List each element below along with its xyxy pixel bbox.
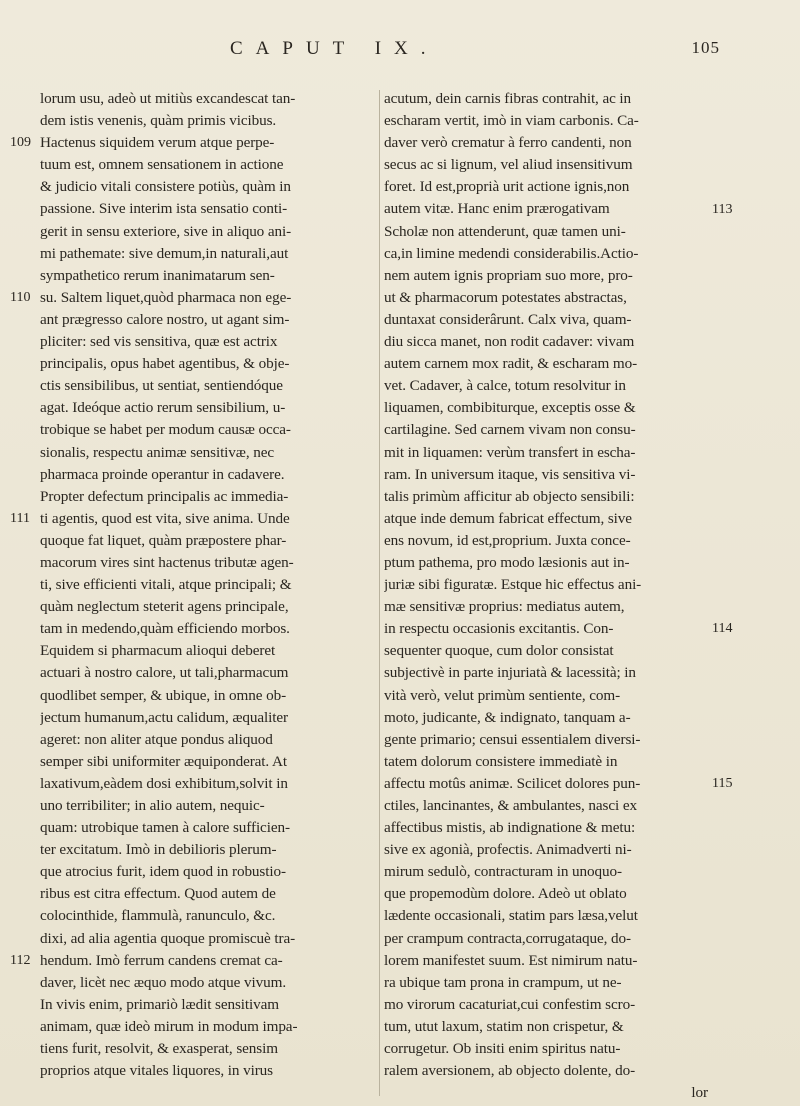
text-line: autem vitæ. Hanc enim prærogativam bbox=[384, 200, 610, 218]
text-line: dem istis venenis, quàm primis vicibus. bbox=[40, 112, 277, 130]
text-line: ctis sensibilibus, ut sentiat, sentiendóque bbox=[40, 377, 283, 395]
text-line: ant prægresso calore nostro, ut agant sim- bbox=[40, 310, 290, 328]
text-line: quoque fat liquet, quàm præpostere phar- bbox=[40, 531, 287, 549]
text-line: daver verò crematur à ferro candenti, non bbox=[384, 134, 632, 152]
text-line: tuum est, omnem sensationem in actione bbox=[40, 156, 284, 174]
text-line: colocinthide, flammulà, ranunculo, &c. bbox=[40, 907, 276, 925]
catchword: lor bbox=[691, 1084, 708, 1102]
text-line: tum, utut laxum, statim non crispetur, & bbox=[384, 1017, 624, 1035]
text-line: talis primùm afficitur ab objecto sensibili: bbox=[384, 487, 635, 505]
text-line: sympathetico rerum inanimatarum sen- bbox=[40, 266, 275, 284]
column-divider bbox=[379, 90, 380, 1096]
section-number: 109 bbox=[10, 135, 31, 151]
running-head bbox=[230, 38, 720, 66]
text-line: Equidem si pharmacum alioqui deberet bbox=[40, 642, 276, 660]
section-number: 113 bbox=[712, 201, 733, 217]
text-line: ra ubique tam prona in crampum, ut ne- bbox=[384, 973, 622, 991]
section-number: 110 bbox=[10, 289, 31, 305]
text-line: ca,in limine medendi considerabilis.Actio- bbox=[384, 244, 639, 262]
text-line: sive ex agonià, profectis. Animadverti ni- bbox=[384, 841, 632, 859]
text-line: que atrocius furit, idem quod in robustio- bbox=[40, 863, 286, 881]
text-line: Hactenus siquidem verum atque perpe- bbox=[40, 134, 275, 152]
text-line: vità verò, velut primùm sentiente, com- bbox=[384, 686, 621, 704]
text-line: sionalis, respectu animæ sensitivæ, nec bbox=[40, 443, 274, 461]
text-line: sequenter quoque, cum dolor consistat bbox=[384, 642, 614, 660]
text-line: tam in medendo,quàm efficiendo morbos. bbox=[40, 620, 290, 638]
text-line: Scholæ non attenderunt, quæ tamen uni- bbox=[384, 222, 626, 240]
text-line: escharam vertit, imò in viam carbonis. Ca- bbox=[384, 112, 639, 130]
text-line: ribus est citra effectum. Quod autem de bbox=[40, 885, 276, 903]
text-line: dixi, ad alia agentia quoque promiscuè tra- bbox=[40, 929, 296, 947]
text-line: tatem dolorum consistere immediatè in bbox=[384, 752, 618, 770]
text-line: hendum. Imò ferrum candens cremat ca- bbox=[40, 951, 283, 969]
text-line: pliciter: sed vis sensitiva, quæ est actrix bbox=[40, 333, 278, 351]
section-number: 111 bbox=[10, 510, 30, 526]
text-line: duntaxat considerârunt. Calx viva, quam- bbox=[384, 310, 632, 328]
text-line: proprios atque vitales liquores, in virus bbox=[40, 1062, 273, 1080]
text-line: daver, licèt nec æquo modo atque vivum. bbox=[40, 973, 287, 991]
text-line: vet. Cadaver, à calce, totum resolvitur in bbox=[384, 377, 626, 395]
text-line: affectu motûs animæ. Scilicet dolores pun- bbox=[384, 774, 641, 792]
text-line: semper sibi uniformiter æquiponderat. At bbox=[40, 752, 287, 770]
section-number: 114 bbox=[712, 621, 733, 637]
page-number: 105 bbox=[691, 38, 720, 57]
text-line: juriæ sibi figuratæ. Estque hic effectus ani- bbox=[384, 576, 642, 594]
text-line: uno terribiliter; in alio autem, nequic- bbox=[40, 797, 265, 814]
text-line: affectibus mistis, ab indignatione & metu: bbox=[384, 819, 636, 837]
text-line: ptum pathema, pro modo læsionis aut in- bbox=[384, 553, 630, 571]
chapter-title: CAPUT IX. bbox=[230, 38, 439, 59]
text-line: lorum usu, adeò ut mitiùs excandescat tan- bbox=[40, 90, 296, 107]
text-line: mo virorum cacaturiat,cui confestim scro- bbox=[384, 995, 636, 1013]
text-line: mæ sensitivæ proprius: mediatus autem, bbox=[384, 598, 625, 616]
text-line: acutum, dein carnis fibras contrahit, ac in bbox=[384, 90, 632, 107]
left-text-column bbox=[40, 88, 376, 1082]
text-line: mit in liquamen: verùm transfert in escha- bbox=[384, 443, 636, 461]
text-line: ti agentis, quod est vita, sive anima. Unde bbox=[40, 509, 290, 527]
text-line: In vivis enim, primariò lædit sensitivam bbox=[40, 995, 279, 1013]
text-line: ut & pharmacorum potestates abstractas, bbox=[384, 288, 627, 306]
text-line: que propemodùm dolore. Adeò ut oblato bbox=[384, 885, 627, 903]
section-number: 112 bbox=[10, 952, 31, 968]
text-line: ens novum, id est,proprium. Juxta conce- bbox=[384, 531, 631, 549]
text-line: pharmaca proinde operantur in cadavere. bbox=[40, 465, 285, 483]
text-line: macorum vires sint hactenus tributæ agen- bbox=[40, 553, 294, 571]
text-line: trobique se habet per modum causæ occa- bbox=[40, 421, 291, 439]
text-line: autem carnem mox radit, & escharam mo- bbox=[384, 355, 638, 373]
right-text-column bbox=[384, 88, 708, 1104]
text-line: lorem manifestet suum. Est nimirum natu- bbox=[384, 951, 638, 969]
text-line: animam, quæ ideò mirum in modum impa- bbox=[40, 1017, 298, 1035]
text-line: liquamen, combibiturque, exceptis osse & bbox=[384, 399, 636, 417]
text-line: moto, judicante, & indignato, tanquam a- bbox=[384, 708, 631, 726]
text-line: atque inde demum fabricat effectum, sive bbox=[384, 509, 632, 527]
text-line: ralem aversionem, ab objecto dolente, do- bbox=[384, 1062, 636, 1080]
text-line: cartilagine. Sed carnem vivam non consu- bbox=[384, 421, 636, 439]
text-line: quàm neglectum steterit agens principale, bbox=[40, 598, 289, 616]
text-line: foret. Id est,proprià urit actione ignis,non bbox=[384, 178, 630, 196]
section-number: 115 bbox=[712, 776, 733, 792]
text-line: principalis, opus habet agentibus, & obje- bbox=[40, 355, 290, 373]
text-line: su. Saltem liquet,quòd pharmaca non ege- bbox=[40, 288, 292, 306]
text-line: laxativum,eàdem dosi exhibitum,solvit in bbox=[40, 774, 288, 792]
text-line: diu sicca manet, non rodit cadaver: vivam bbox=[384, 333, 635, 351]
text-line: passione. Sive interim ista sensatio conti- bbox=[40, 200, 288, 218]
text-line: ti, sive efficienti vitali, atque principali; & bbox=[40, 576, 292, 594]
text-line: secus ac si lignum, vel aliud insensitivum bbox=[384, 156, 633, 174]
text-line: gente primario; censui essentialem diversi- bbox=[384, 730, 641, 748]
text-line: quam: utrobique tamen à calore sufficien- bbox=[40, 819, 290, 837]
text-line: actuari à nostro calore, ut tali,pharmacum bbox=[40, 664, 289, 682]
text-line: ageret: non aliter atque pondus aliquod bbox=[40, 730, 273, 748]
text-line: mirum sedulò, contracturam in unoquo- bbox=[384, 863, 622, 881]
text-line: ter excitatum. Imò in debilioris plerum- bbox=[40, 841, 277, 859]
text-line: ctiles, lancinantes, & ambulantes, nasci ex bbox=[384, 797, 637, 814]
text-line: jectum humanum,actu calidum, æqualiter bbox=[40, 708, 288, 726]
text-line: ram. In universum itaque, vis sensitiva vi- bbox=[384, 465, 636, 483]
text-line: per crampum contracta,corrugataque, do- bbox=[384, 929, 631, 947]
text-line: & judicio vitali consistere potiùs, quàm in bbox=[40, 178, 291, 196]
text-line: corrugetur. Ob insiti enim spiritus natu- bbox=[384, 1040, 621, 1058]
text-line: gerit in sensu exteriore, sive in aliquo ani- bbox=[40, 222, 292, 240]
text-line: quodlibet semper, & ubique, in omne ob- bbox=[40, 686, 287, 704]
text-line: mi pathemate: sive demum,in naturali,aut bbox=[40, 244, 289, 262]
text-line: Propter defectum principalis ac immedia- bbox=[40, 487, 289, 505]
text-line: nem autem ignis propriam suo more, pro- bbox=[384, 266, 633, 284]
text-line: lædente occasionali, statim pars læsa,velut bbox=[384, 907, 638, 925]
text-line: agat. Ideóque actio rerum sensibilium, u- bbox=[40, 399, 286, 417]
text-line: tiens furit, resolvit, & exasperat, sensim bbox=[40, 1040, 278, 1058]
text-line: in respectu occasionis excitantis. Con- bbox=[384, 620, 614, 638]
text-line: subjectivè in parte injuriatà & lacessità; in bbox=[384, 664, 636, 682]
